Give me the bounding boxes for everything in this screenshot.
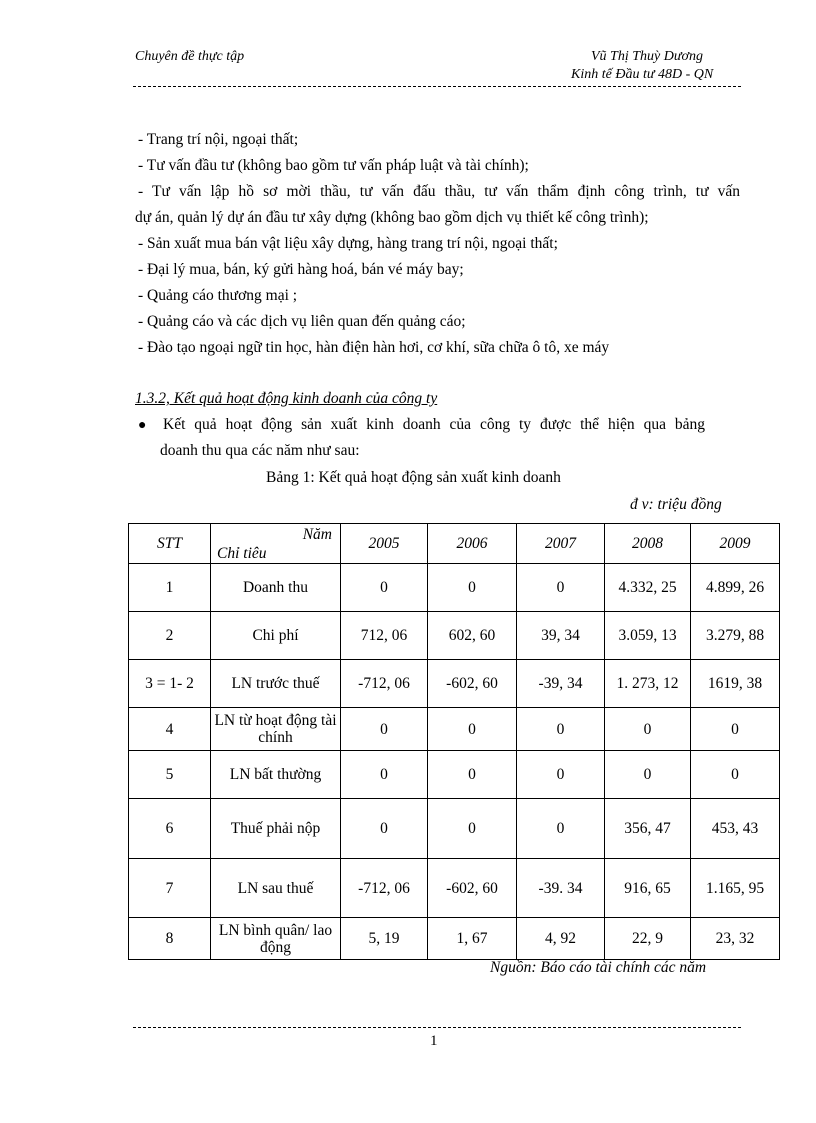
row-value: 5, 19 (341, 918, 428, 960)
bullet-text-line1: Kết quả hoạt động sản xuất kinh doanh của công ty được thể hiện qua bảng (163, 416, 705, 433)
row-value: 0 (341, 708, 428, 751)
row-label: LN từ hoạt động tài chính (211, 708, 341, 751)
header-chi-tieu: Chỉ tiêu (217, 545, 267, 562)
row-stt: 8 (129, 918, 211, 960)
row-value: -39, 34 (517, 660, 605, 708)
row-stt: 6 (129, 799, 211, 859)
header-class: Kinh tế Đầu tư 48D - QN (571, 67, 714, 82)
row-value: 4.899, 26 (691, 564, 780, 612)
row-value: 0 (341, 751, 428, 799)
business-lines-list (135, 127, 740, 361)
list-item: - Sản xuất mua bán vật liệu xây dựng, hàng trang trí nội, ngoại thất; (138, 235, 558, 252)
row-stt: 5 (129, 751, 211, 799)
row-value: 0 (517, 708, 605, 751)
header-year: 2006 (428, 524, 517, 564)
row-value: 0 (691, 708, 780, 751)
row-value: 1619, 38 (691, 660, 780, 708)
row-label: LN bất thường (211, 751, 341, 799)
list-item: - Tư vấn đầu tư (không bao gồm tư vấn pháp luật và tài chính); (138, 157, 529, 174)
table-row (129, 799, 780, 859)
row-value: 4.332, 25 (605, 564, 691, 612)
row-value: 0 (428, 799, 517, 859)
header-year: 2008 (605, 524, 691, 564)
table-row (129, 612, 780, 660)
row-value: 453, 43 (691, 799, 780, 859)
page-number: 1 (430, 1033, 438, 1049)
row-value: -39. 34 (517, 859, 605, 918)
table-row (129, 660, 780, 708)
bullet-icon: ● (138, 418, 147, 433)
header-left-title: Chuyên đề thực tập (135, 49, 245, 64)
row-value: 1.165, 95 (691, 859, 780, 918)
row-value: 0 (341, 799, 428, 859)
row-value: 23, 32 (691, 918, 780, 960)
header-nam: Năm (302, 526, 332, 543)
row-value: 0 (605, 751, 691, 799)
row-value: 39, 34 (517, 612, 605, 660)
row-stt: 2 (129, 612, 211, 660)
bullet-text-line2: doanh thu qua các năm như sau: (160, 442, 360, 459)
row-stt: 7 (129, 859, 211, 918)
row-stt: 3 = 1- 2 (129, 660, 211, 708)
row-value: -712, 06 (341, 859, 428, 918)
header-year: 2007 (517, 524, 605, 564)
row-label: Thuế phải nộp (211, 799, 341, 859)
row-value: 4, 92 (517, 918, 605, 960)
table-source: Nguồn: Báo cáo tài chính các năm (490, 959, 707, 976)
row-value: 0 (428, 708, 517, 751)
row-label: Doanh thu (211, 564, 341, 612)
row-value: 0 (605, 708, 691, 751)
table-row (129, 918, 780, 960)
row-value: 712, 06 (341, 612, 428, 660)
header-year: 2009 (691, 524, 780, 564)
row-value: 0 (341, 564, 428, 612)
table-row (129, 751, 780, 799)
row-value: 0 (517, 564, 605, 612)
row-value: 0 (428, 564, 517, 612)
list-item: - Tư vấn lập hồ sơ mời thầu, tư vấn đấu thầu, tư vấn thẩm định công trình, tư vấn (138, 183, 740, 200)
row-value: 356, 47 (605, 799, 691, 859)
header-stt: STT (129, 524, 211, 564)
row-value: 3.279, 88 (691, 612, 780, 660)
list-item: - Quảng cáo thương mại ; (138, 287, 298, 304)
unit-note: đ v: triệu đồng (630, 496, 722, 513)
list-item: - Đại lý mua, bán, ký gửi hàng hoá, bán vé máy bay; (138, 261, 464, 278)
row-value: 1. 273, 12 (605, 660, 691, 708)
row-value: 0 (517, 751, 605, 799)
results-table (128, 523, 780, 960)
row-value: 0 (428, 751, 517, 799)
row-value: -712, 06 (341, 660, 428, 708)
row-value: 3.059, 13 (605, 612, 691, 660)
header-divider (133, 86, 741, 87)
list-item: - Quảng cáo và các dịch vụ liên quan đến quảng cáo; (138, 313, 466, 330)
header-diagonal-cell (211, 524, 341, 564)
header-year: 2005 (341, 524, 428, 564)
row-value: 0 (517, 799, 605, 859)
row-stt: 4 (129, 708, 211, 751)
row-label: LN sau thuế (211, 859, 341, 918)
list-item: - Trang trí nội, ngoại thất; (138, 131, 299, 148)
row-value: 916, 65 (605, 859, 691, 918)
list-item: - Đào tạo ngoại ngữ tin học, hàn điện hàn hơi, cơ khí, sữa chữa ô tô, xe máy (138, 339, 610, 356)
table-row (129, 859, 780, 918)
row-label: LN bình quân/ lao động (211, 918, 341, 960)
footer-divider (133, 1027, 741, 1028)
row-value: 22, 9 (605, 918, 691, 960)
table-caption: Bảng 1: Kết quả hoạt động sản xuất kinh doanh (266, 469, 561, 486)
table-row (129, 708, 780, 751)
row-label: Chi phí (211, 612, 341, 660)
row-value: -602, 60 (428, 660, 517, 708)
row-value: 0 (691, 751, 780, 799)
row-stt: 1 (129, 564, 211, 612)
header-author: Vũ Thị Thuỳ Dương (591, 49, 703, 64)
row-label: LN trước thuế (211, 660, 341, 708)
section-title: 1.3.2, Kết quả hoạt động kinh doanh của công ty (135, 390, 438, 407)
list-item: dự án, quản lý dự án đầu tư xây dựng (không bao gồm dịch vụ thiết kế công trình); (135, 209, 649, 226)
row-value: -602, 60 (428, 859, 517, 918)
row-value: 602, 60 (428, 612, 517, 660)
table-row (129, 564, 780, 612)
table-header-row (129, 524, 780, 564)
row-value: 1, 67 (428, 918, 517, 960)
